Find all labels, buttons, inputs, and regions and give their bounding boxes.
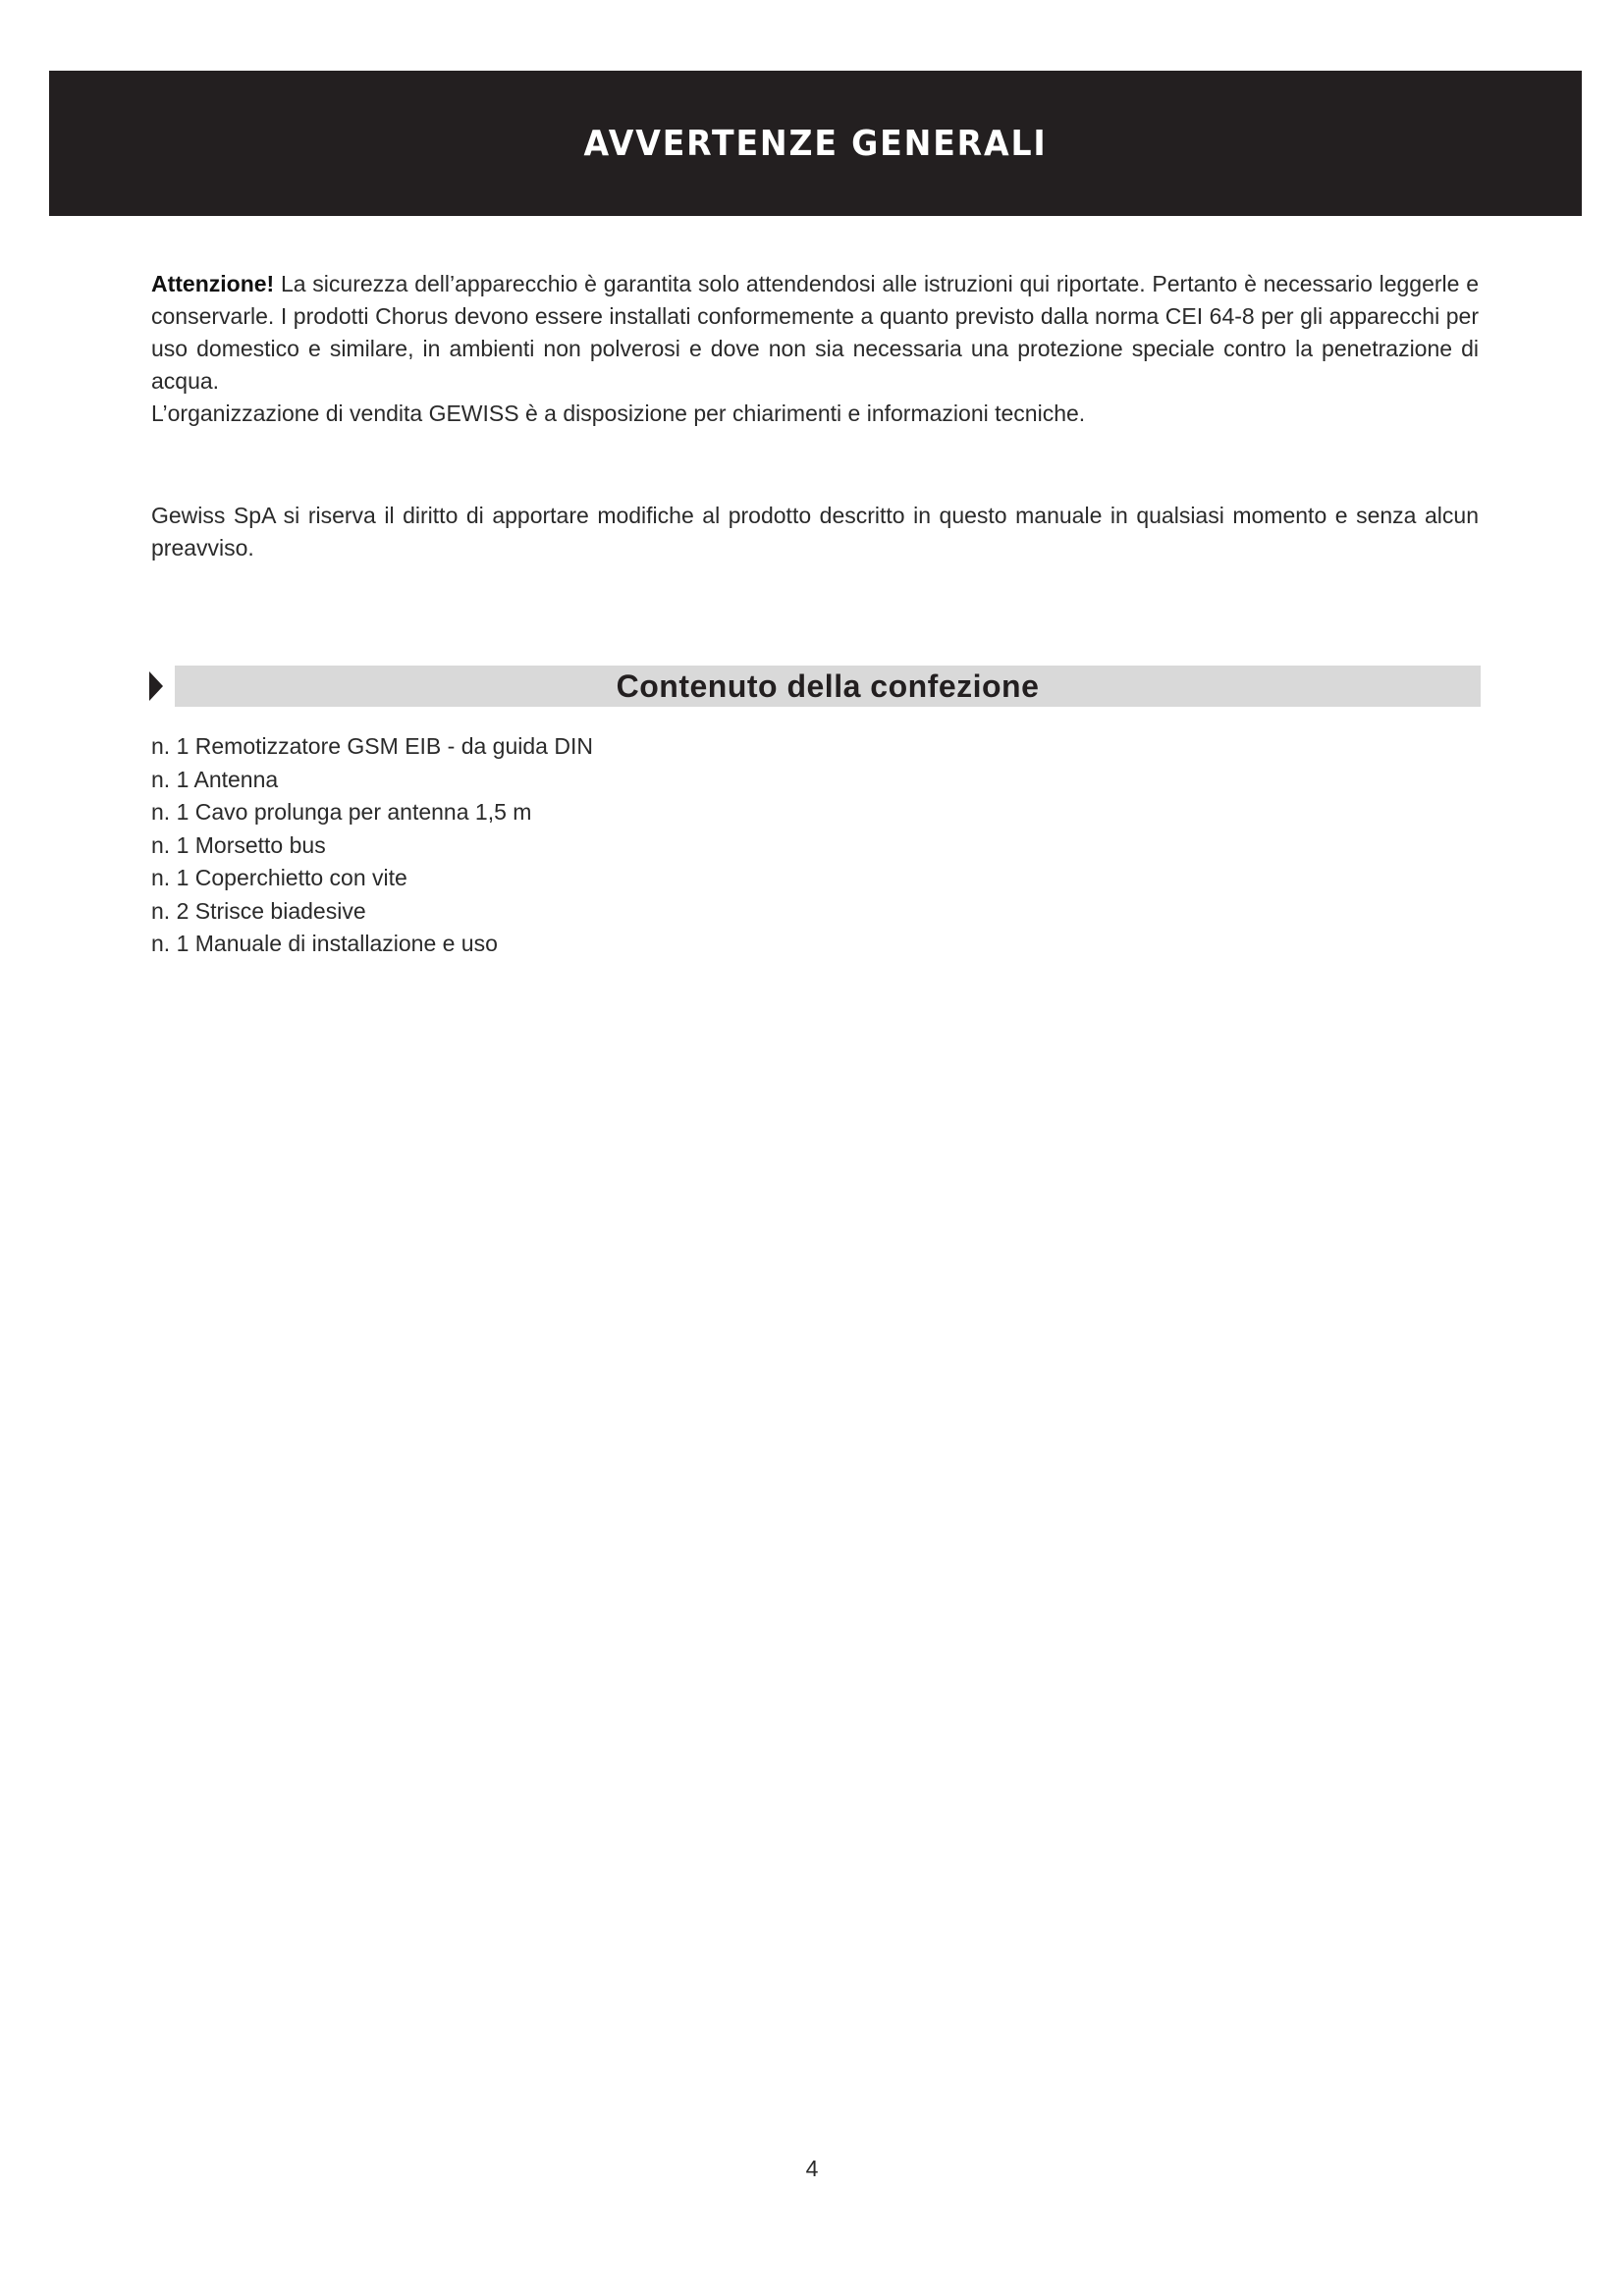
list-item: n. 2 Strisce biadesive: [151, 897, 366, 924]
list-item: n. 1 Coperchietto con vite: [151, 865, 407, 890]
warning-paragraph: [151, 268, 1479, 398]
list-item: n. 1 Manuale di installazione e uso: [151, 931, 498, 956]
warning-block: [151, 268, 1479, 430]
list-item: n. 1 Morsetto bus: [151, 831, 326, 858]
section-header: [149, 662, 1481, 709]
warning-text: La sicurezza dell’apparecchio è garantita solo attendendosi alle istruzioni qui riportate. Pertanto è necessario leggerle e conservarle. I prodotti Chorus devono essere installati conformemente a quanto previsto dalla norma CEI 64-8 per gli apparecchi per uso domestico e similare, in ambienti non polverosi e dove non sia necessaria una protezione speciale contro la penetrazione di acqua.: [151, 271, 1479, 394]
notice-block: [151, 500, 1479, 564]
section-title: Contenuto della confezione: [616, 667, 1040, 704]
sales-info-paragraph: L’organizzazione di vendita GEWISS è a disposizione per chiarimenti e informazioni tecniche.: [151, 400, 1086, 426]
warning-lead: Attenzione!: [151, 271, 275, 296]
package-contents-list: [151, 730, 593, 961]
section-title-band: [175, 666, 1481, 707]
triangle-right-icon: [149, 671, 163, 701]
page-number: 4: [805, 2156, 819, 2181]
page-header-bar: [49, 71, 1582, 216]
list-item: n. 1 Remotizzatore GSM EIB - da guida DIN: [151, 733, 593, 759]
modification-notice: Gewiss SpA si riserva il diritto di apportare modifiche al prodotto descritto in questo manuale in qualsiasi momento e senza alcun preavviso.: [151, 503, 1479, 561]
list-item: n. 1 Antenna: [151, 766, 279, 792]
list-item: n. 1 Cavo prolunga per antenna 1,5 m: [151, 799, 532, 825]
page-title: AVVERTENZE GENERALI: [583, 123, 1048, 164]
